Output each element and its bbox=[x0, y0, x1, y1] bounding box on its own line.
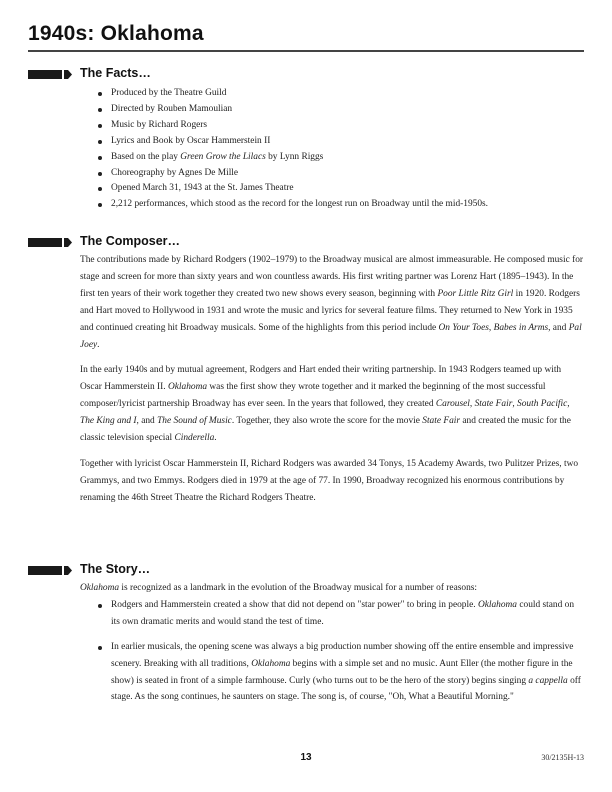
composer-header bbox=[0, 234, 612, 252]
bullet-icon bbox=[98, 604, 102, 608]
title-divider bbox=[28, 50, 584, 52]
composer-paragraph-2: In the early 1940s and by mutual agreement, Rodgers and Hart ended their writing partnership. In 1943 Rodgers teamed up with Oscar Hammerstein II. Oklahoma was the first show they wrote together and it marked the beginning of the most successful composer/lyricist partnership Broadway has ever seen. In the years that followed, they created Carousel, State Fair, South Pacific, The King and I, and The Sound of Music. Together, they also wrote the score for the movie State Fair and created the music for the classic television special Cinderella. bbox=[80, 365, 571, 444]
list-item: 2,212 performances, which stood as the record for the longest run on Broadway until the mid-1950s. bbox=[0, 197, 612, 213]
bullet-icon bbox=[98, 108, 102, 112]
list-item: Choreography by Agnes De Mille bbox=[0, 166, 612, 182]
list-item: Produced by the Theatre Guild bbox=[0, 86, 612, 102]
story-section bbox=[0, 562, 612, 714]
composer-paragraph-3: Together with lyricist Oscar Hammerstein II, Richard Rodgers was awarded 34 Tonys, 15 Academy Awards, two Pulitzer Prizes, two Grammys, and two Emmys. Rodgers died in 1979 at the age of 77. In 1990, Broadway recognized his enormous contributions by renaming the 46th Street Theatre the Richard Rodgers Theatre. bbox=[80, 458, 579, 503]
composer-section bbox=[0, 234, 612, 507]
arrow-bar-icon bbox=[28, 238, 72, 247]
page-number: 13 bbox=[300, 752, 312, 763]
composer-heading: The Composer… bbox=[80, 234, 181, 248]
bullet-icon bbox=[98, 187, 102, 191]
story-heading: The Story… bbox=[80, 562, 151, 576]
bullet-icon bbox=[98, 646, 102, 650]
bullet-icon bbox=[98, 140, 102, 144]
list-item: Directed by Rouben Mamoulian bbox=[0, 102, 612, 118]
bullet-icon bbox=[98, 124, 102, 128]
list-item: Rodgers and Hammerstein created a show that did not depend on "star power" to bring in people. Oklahoma could stand on its own dramatic merits and would stand the test of time. bbox=[0, 597, 585, 631]
facts-heading: The Facts… bbox=[80, 66, 151, 80]
bullet-icon bbox=[98, 92, 102, 96]
facts-header bbox=[0, 66, 612, 84]
story-list bbox=[0, 597, 612, 706]
list-item: Lyrics and Book by Oscar Hammerstein II bbox=[0, 134, 612, 150]
facts-list bbox=[0, 86, 612, 213]
story-intro: Oklahoma is recognized as a landmark in the evolution of the Broadway musical for a number of reasons: bbox=[80, 583, 478, 593]
list-item: Based on the play Green Grow the Lilacs by Lynn Riggs bbox=[0, 150, 612, 166]
bullet-icon bbox=[98, 156, 102, 160]
arrow-bar-icon bbox=[28, 566, 72, 575]
composer-paragraph-1: The contributions made by Richard Rodgers (1902–1979) to the Broadway musical are almost immeasurable. He composed music for stage and screen for more than sixty years and won countless awards. His first writing partner was Lorenz Hart (1895–1943). In the first ten years of their work together they created two new shows every season, beginning with Poor Little Ritz Girl in 1920. Rodgers and Hart moved to Hollywood in 1931 and wrote the music and lyrics for several feature films. They returned to New York in 1935 and continued creating hit Broadway musicals. Some of the highlights from this period include On Your Toes, Babes in Arms, and Pal Joey. bbox=[80, 255, 583, 350]
list-item: Opened March 31, 1943 at the St. James Theatre bbox=[0, 181, 612, 197]
story-header bbox=[0, 562, 612, 580]
facts-section bbox=[0, 66, 612, 213]
bullet-icon bbox=[98, 172, 102, 176]
list-item: In earlier musicals, the opening scene was always a big production number showing off the entire ensemble and impressive scenery. Breaking with all traditions, Oklahoma begins with a simple set and no music. Aunt Eller (the mother figure in the show) is seated in front of a simple farmhouse. Curly (who turns out to be the hero of the story) begins singing a cappella off stage. As the song continues, he saunters on stage. The song is, of course, "Oh, What a Beautiful Morning." bbox=[0, 639, 585, 707]
page-title: 1940s: Oklahoma bbox=[28, 22, 204, 45]
list-item: Music by Richard Rogers bbox=[0, 118, 612, 134]
bullet-icon bbox=[98, 203, 102, 207]
arrow-bar-icon bbox=[28, 70, 72, 79]
page-code: 30/2135H-13 bbox=[541, 753, 584, 762]
